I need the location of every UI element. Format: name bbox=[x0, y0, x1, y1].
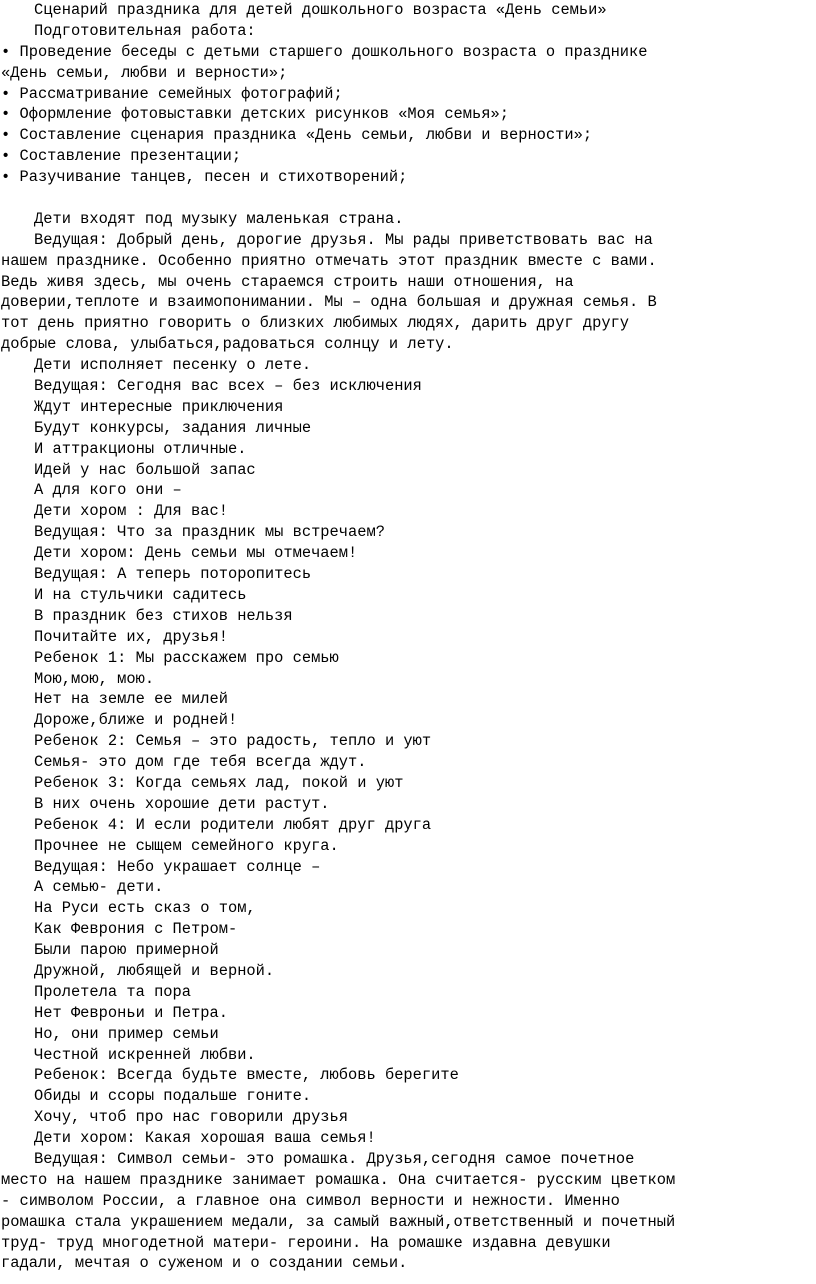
script-line: Нет Февроньи и Петра. bbox=[34, 1003, 228, 1022]
script-line: На Руси есть сказ о том, bbox=[34, 899, 256, 918]
speech-line: Ведущая: Символ семьи- это ромашка. Друзья,сегодня самое почетное bbox=[34, 1149, 635, 1168]
speech-line: труд- труд многодетной матери- героини. На ромашке издавна девушки bbox=[1, 1233, 611, 1252]
speech-line: нашем празднике. Особенно приятно отмечать этот праздник вместе с вами. bbox=[1, 251, 657, 270]
script-line: Нет на земле ее милей bbox=[34, 690, 228, 709]
prep-item: • Разучивание танцев, песен и стихотворений; bbox=[1, 168, 408, 187]
prep-item: • Проведение беседы с детьми старшего дошкольного возраста о празднике bbox=[1, 42, 648, 61]
script-line: Будут конкурсы, задания личные bbox=[34, 418, 312, 437]
script-line: Ждут интересные приключения bbox=[34, 397, 284, 416]
script-line: Прочнее не сыщем семейного круга. bbox=[34, 836, 339, 855]
speech-line: ромашка стала украшением медали, за самый важный,ответственный и почетный bbox=[1, 1212, 676, 1231]
host-speech bbox=[1, 230, 815, 355]
script-line: Дружной, любящей и верной. bbox=[34, 961, 275, 980]
speech-line: Ведь живя здесь, мы очень стараемся строить наши отношения, на bbox=[1, 272, 574, 291]
script-line: Ведущая: Сегодня вас всех – без исключения bbox=[34, 377, 422, 396]
script-line: Пролетела та пора bbox=[34, 982, 192, 1001]
speech-line: доверии,теплоте и взаимопонимании. Мы – одна большая и дружная семья. В bbox=[1, 293, 657, 312]
script-line: В них очень хорошие дети растут. bbox=[34, 794, 330, 813]
script-line: Дети хором : Для вас! bbox=[34, 502, 228, 521]
script-line: Дороже,ближе и родней! bbox=[34, 711, 238, 730]
blank-line bbox=[1, 188, 815, 209]
speech-line: Ведущая: Добрый день, дорогие друзья. Мы рады приветствовать вас на bbox=[34, 230, 653, 249]
script-line: И на стульчики садитесь bbox=[34, 585, 247, 604]
script-lines bbox=[1, 355, 815, 1149]
script-line: Ребенок 1: Мы расскажем про семью bbox=[34, 648, 339, 667]
script-line: Дети хором: День семьи мы отмечаем! bbox=[34, 544, 358, 563]
script-line: Семья- это дом где тебя всегда ждут. bbox=[34, 753, 367, 772]
script-line: А для кого они – bbox=[34, 481, 182, 500]
prep-item: • Составление сценария праздника «День семьи, любви и верности»; bbox=[1, 126, 593, 145]
script-line: Хочу, чтоб про нас говорили друзья bbox=[34, 1108, 349, 1127]
script-line: Почитайте их, друзья! bbox=[34, 627, 228, 646]
script-line: Честной искренней любви. bbox=[34, 1045, 256, 1064]
script-line: Ведущая: Что за праздник мы встречаем? bbox=[34, 523, 385, 542]
prep-heading: Подготовительная работа: bbox=[34, 21, 256, 40]
script-line: Но, они пример семьи bbox=[34, 1024, 219, 1043]
prep-item: • Оформление фотовыставки детских рисунков «Моя семья»; bbox=[1, 105, 509, 124]
speech-line: место на нашем празднике занимает ромашка. Она считается- русским цветком bbox=[1, 1170, 676, 1189]
script-line: Мою,мою, мою. bbox=[34, 669, 155, 688]
speech-line: гадали, мечтая о суженом и о создании семьи. bbox=[1, 1254, 408, 1273]
script-line: Ребенок 4: И если родители любят друг друга bbox=[34, 815, 432, 834]
script-line: Идей у нас большой запас bbox=[34, 460, 256, 479]
final-speech bbox=[1, 1149, 815, 1274]
prep-item: • Рассматривание семейных фотографий; bbox=[1, 84, 343, 103]
script-line: Были парою примерной bbox=[34, 941, 219, 960]
speech-line: добрые слова, улыбаться,радоваться солнцу и лету. bbox=[1, 335, 454, 354]
script-line: Дети хором: Какая хорошая ваша семья! bbox=[34, 1129, 376, 1148]
script-line: Как Феврония с Петром- bbox=[34, 920, 238, 939]
speech-line: - символом России, а главное она символ верности и нежности. Именно bbox=[1, 1191, 620, 1210]
script-line: Ребенок 3: Когда семьях лад, покой и уют bbox=[34, 773, 404, 792]
script-line: Ведущая: А теперь поторопитесь bbox=[34, 565, 312, 584]
script-line: В праздник без стихов нельзя bbox=[34, 606, 293, 625]
script-line: И аттракционы отличные. bbox=[34, 439, 247, 458]
script-line: Ведущая: Небо украшает солнце – bbox=[34, 857, 321, 876]
prep-item: «День семьи, любви и верности»; bbox=[1, 63, 288, 82]
script-line: Ребенок 2: Семья – это радость, тепло и уют bbox=[34, 732, 432, 751]
script-line: Дети исполняет песенку о лете. bbox=[34, 356, 312, 375]
speech-line: тот день приятно говорить о близких любимых людях, дарить друг другу bbox=[1, 314, 630, 333]
document-title: Сценарий праздника для детей дошкольного возраста «День семьи» bbox=[34, 1, 607, 19]
intro-line: Дети входят под музыку маленькая страна. bbox=[34, 209, 404, 228]
script-line: Обиды и ссоры подальше гоните. bbox=[34, 1087, 312, 1106]
prep-item: • Составление презентации; bbox=[1, 147, 242, 166]
script-line: А семью- дети. bbox=[34, 878, 164, 897]
script-line: Ребенок: Всегда будьте вместе, любовь берегите bbox=[34, 1066, 459, 1085]
prep-list bbox=[1, 42, 815, 188]
